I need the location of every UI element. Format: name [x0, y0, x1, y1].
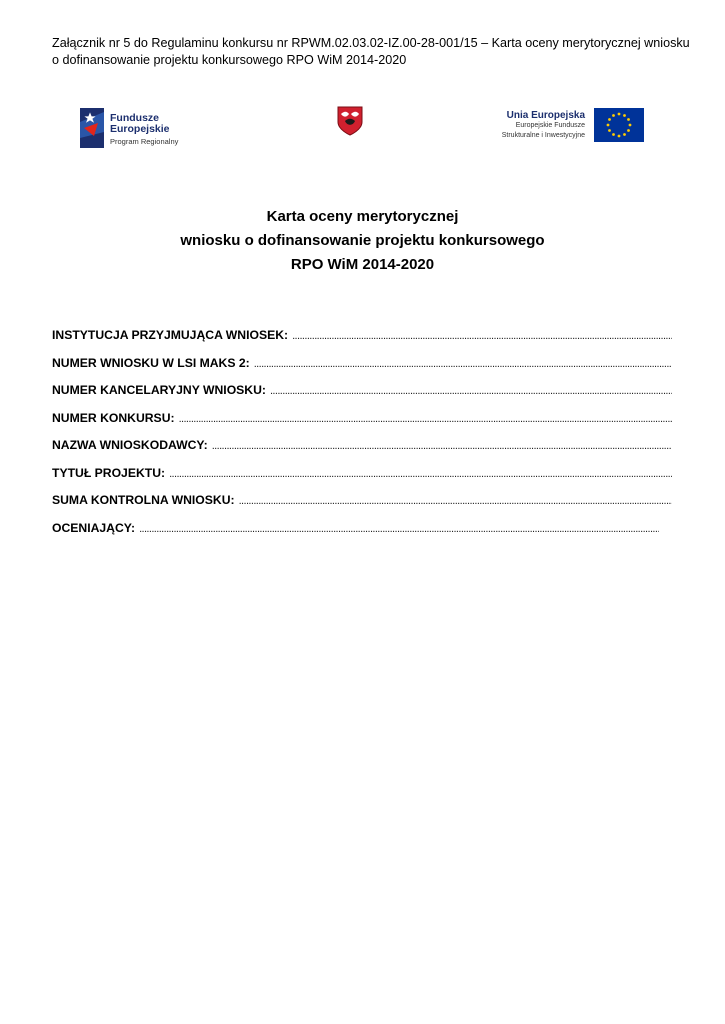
field-application-number [52, 356, 672, 384]
field-label: OCENIAJĄCY: [52, 520, 136, 535]
title-line-1: Karta oceny merytorycznej [266, 208, 459, 225]
fundusze-europejskie-logo [80, 108, 190, 152]
field-checksum [52, 493, 672, 521]
attachment-header [52, 35, 690, 69]
fe-flag-icon [80, 108, 104, 148]
ue-logo-sub-1: Europejskie Fundusze [515, 122, 585, 129]
coat-of-arms-icon [337, 106, 363, 136]
fill-in-line[interactable] [169, 468, 672, 480]
field-applicant-name [52, 438, 672, 466]
fe-logo-line-2: Europejskie [110, 123, 170, 135]
document-title [0, 205, 725, 277]
attachment-header-line-2: o dofinansowanie projektu konkursowego RPO WiM 2014-2020 [52, 53, 407, 67]
fe-logo-sub: Program Regionalny [110, 137, 179, 146]
fe-logo-line-1: Fundusze [110, 112, 159, 124]
field-label: SUMA KONTROLNA WNIOSKU: [52, 493, 235, 507]
fill-in-line[interactable] [239, 495, 672, 507]
fill-in-line[interactable] [254, 358, 672, 370]
fill-in-line[interactable] [212, 440, 672, 452]
ue-logo-title: Unia Europejska [506, 110, 585, 121]
field-institution [52, 328, 672, 356]
field-label: NUMER KONKURSU: [52, 410, 175, 425]
eu-flag-icon [594, 108, 644, 142]
field-label: NAZWA WNIOSKODAWCY: [52, 438, 208, 452]
field-label: NUMER KANCELARYJNY WNIOSKU: [52, 383, 266, 397]
field-evaluator [52, 521, 672, 549]
field-project-title [52, 466, 672, 494]
title-line-2: wniosku o dofinansowanie projektu konkursowego [180, 232, 545, 249]
form-fields [52, 328, 672, 548]
title-line-3: RPO WiM 2014-2020 [290, 256, 435, 273]
field-registry-number [52, 383, 672, 411]
unia-europejska-logo [475, 108, 645, 144]
ue-logo-sub-2: Strukturalne i Inwestycyjne [501, 131, 585, 139]
fill-in-line[interactable] [179, 413, 672, 425]
fill-in-line[interactable] [270, 385, 672, 397]
attachment-header-line-1: Załącznik nr 5 do Regulaminu konkursu nr RPWM.02.03.02-IZ.00-28-001/15 – Karta oceny merytorycznej wniosku [52, 36, 690, 50]
field-label: NUMER WNIOSKU W LSI MAKS 2: [52, 355, 250, 370]
fill-in-line[interactable] [139, 523, 659, 535]
field-label: INSTYTUCJA PRZYJMUJĄCA WNIOSEK: [52, 328, 289, 342]
field-label: TYTUŁ PROJEKTU: [52, 465, 166, 480]
field-competition-number [52, 411, 672, 439]
fill-in-line[interactable] [292, 330, 672, 342]
